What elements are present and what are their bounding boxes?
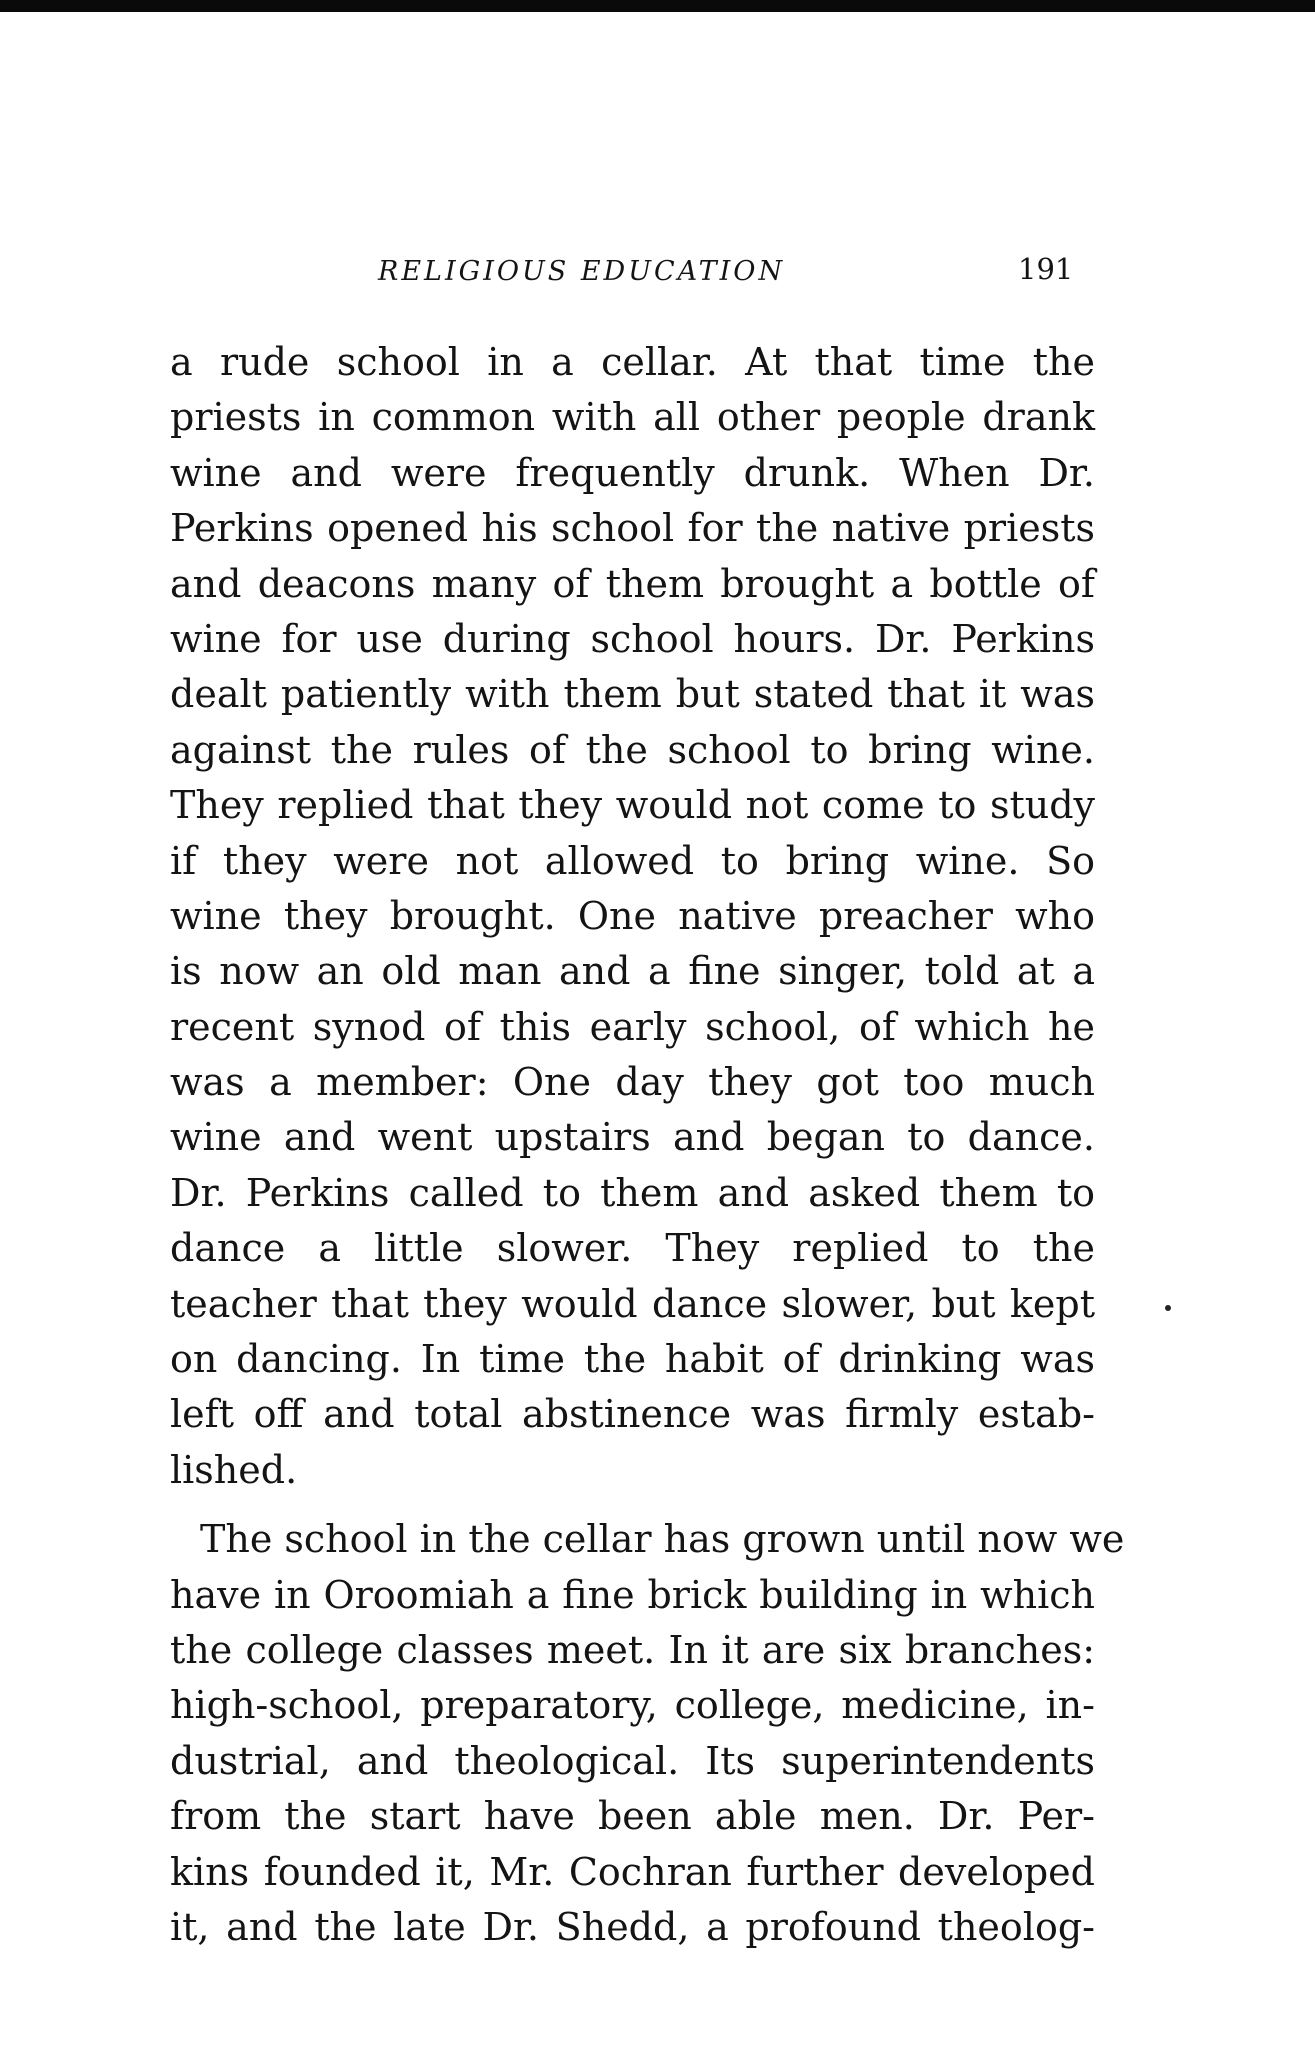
paragraph-gap	[170, 1498, 1095, 1512]
text-line: The school in the cellar has grown until now we	[200, 1517, 1125, 1562]
text-line: dance a little slower. They replied to the	[170, 1226, 1095, 1271]
body-text	[170, 335, 1125, 1955]
text-line: and deacons many of them brought a bottle of	[170, 561, 1095, 606]
text-line: if they were not allowed to bring wine. So	[170, 838, 1095, 883]
text-line: have in Oroomiah a fine brick building in which	[170, 1572, 1095, 1617]
text-line: teacher that they would dance slower, but kept	[170, 1281, 1095, 1326]
paragraph	[170, 1512, 1125, 1955]
text-line: dustrial, and theological. Its superintendents	[170, 1738, 1095, 1783]
text-line: Dr. Perkins called to them and asked them to	[170, 1170, 1095, 1215]
page-number: 191	[1018, 252, 1074, 286]
text-line: wine they brought. One native preacher who	[170, 893, 1095, 938]
scan-top-edge	[0, 0, 1315, 12]
text-line: wine for use during school hours. Dr. Perkins	[170, 616, 1095, 661]
paragraph	[170, 335, 1095, 1498]
text-line: is now an old man and a fine singer, told at a	[170, 949, 1095, 994]
text-line: from the start have been able men. Dr. Per-	[170, 1794, 1095, 1839]
text-line: high-school, preparatory, college, medicine, in-	[170, 1683, 1095, 1728]
text-line: priests in common with all other people drank	[170, 395, 1095, 440]
text-line: dealt patiently with them but stated that it was	[170, 672, 1095, 717]
text-line: They replied that they would not come to study	[170, 783, 1095, 828]
text-line: wine and were frequently drunk. When Dr.	[170, 450, 1095, 495]
text-line: the college classes meet. In it are six branches:	[170, 1627, 1095, 1672]
text-line: a rude school in a cellar. At that time the	[170, 340, 1095, 384]
text-line: Perkins opened his school for the native priests	[170, 506, 1095, 551]
text-line: left off and total abstinence was firmly estab-	[170, 1392, 1095, 1437]
text-line: lished.	[170, 1447, 298, 1492]
text-line: against the rules of the school to bring wine.	[170, 727, 1095, 772]
running-head: RELIGIOUS EDUCATION	[378, 256, 786, 287]
text-line: was a member: One day they got too much	[170, 1060, 1095, 1105]
text-line: it, and the late Dr. Shedd, a profound theolog-	[170, 1904, 1095, 1949]
text-line: kins founded it, Mr. Cochran further developed	[170, 1849, 1095, 1894]
ink-speck	[1165, 1305, 1171, 1311]
text-line: wine and went upstairs and began to dance.	[170, 1115, 1095, 1160]
text-line: recent synod of this early school, of which he	[170, 1004, 1095, 1049]
text-line: on dancing. In time the habit of drinking was	[170, 1337, 1095, 1382]
